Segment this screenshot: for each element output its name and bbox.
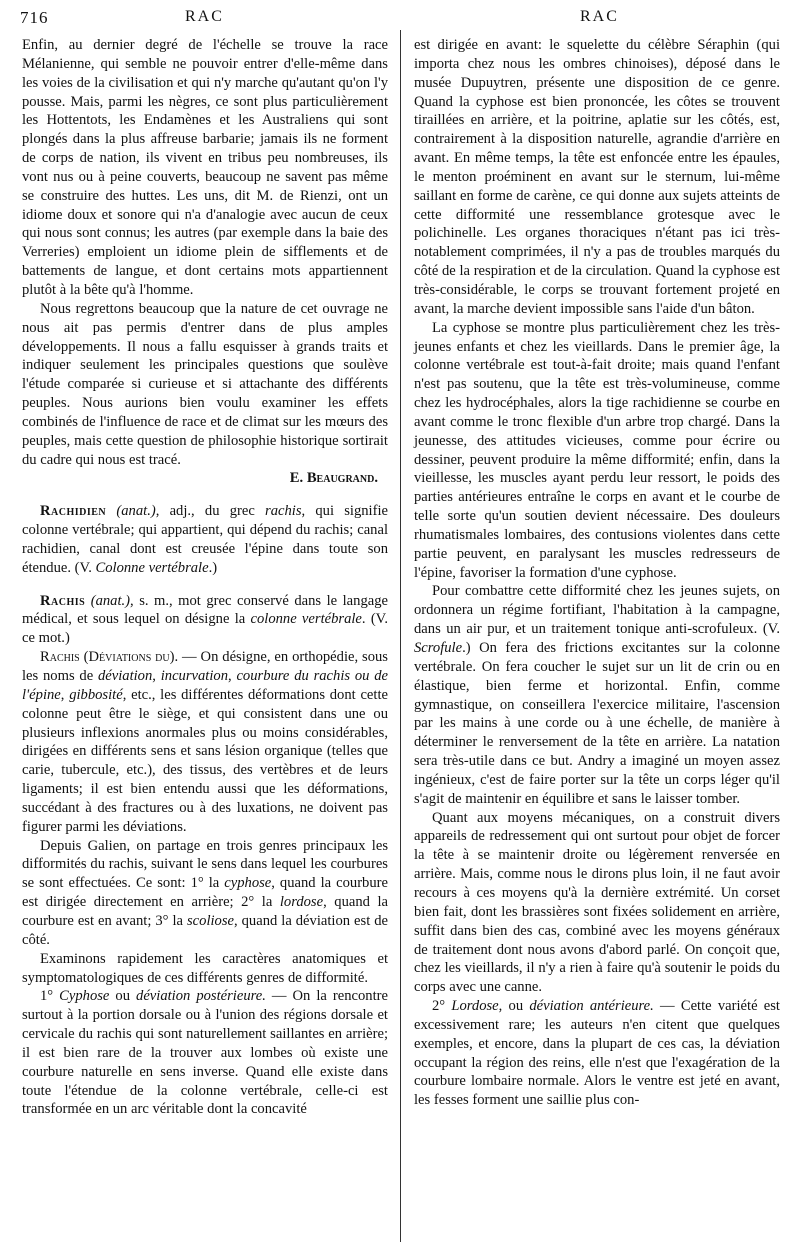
entry-text: .) [208, 559, 218, 576]
headword-rachidien: Rachidien [40, 503, 107, 520]
paragraph-conclusion: Nous regrettons beaucoup que la nature de cet ouvrage ne nous ait pas permis d'entrer dans de plus amples développements. Il nous a fallu esquisser à grands traits et indiquer seulement les principales questions que soulève l'étude comparée si curieuse et si attachante des différents peuples. Nous aurions bien voulu examiner les effets combinés de l'influence de race et de climat sur les mœurs des peuples, mais cette question de philosophie historique sortirait du cadre qui nous est tracé. [22, 300, 388, 468]
section-number: 1° [40, 988, 60, 1005]
term: incurvation [160, 668, 229, 684]
section-title: Cyphose [59, 988, 110, 1005]
author-signature: E. Beaugrand. [289, 470, 378, 487]
section-number: 2° [432, 998, 452, 1015]
section-title: Lordose [451, 998, 499, 1015]
entry-text: , s. m., mot grec conservé dans le langage médical, et sous lequel on désigne la [22, 592, 388, 628]
entry-text: Pour combattre cette difformité chez les jeunes sujets, on ordonnera un régime fortifiant, l'habitation à la campagne, dans un air pur, et un traitement tonique anti-scrofuleux. (V. [414, 583, 780, 638]
entry-text: — Cette variété est excessivement rare; les auteurs n'en citent que quelques exemples, et encore, dans la plupart de ces cas, la déviation occupant la région des reins, elle n'est que l'exagération de la courbure lombaire normale. Alors le ventre est jeté en avant, les fesses forment une saillie plus con- [414, 998, 780, 1109]
entry-text: , adj., du grec [155, 503, 266, 520]
entry-text: — On la rencontre surtout à la portion dorsale ou à l'union des régions dorsale et cervicale du rachis qui sont naturellement saillantes en arrière; il est bien rare de la trouver aux lombes où existe une courbure naturelle en sens inverse. Quand elle existe dans toute l'étendue de la colonne vertébrale, celle-ci est transformée en un arc véritable dont la concavité [22, 988, 388, 1118]
entry-text: , quand la courbure est en avant; 3° la [22, 894, 388, 929]
headword-rachis: Rachis [40, 592, 86, 609]
term: lordose [279, 894, 324, 911]
right-column [414, 36, 780, 1110]
paragraph-race-melanienne: Enfin, au dernier degré de l'échelle se trouve la race Mélanienne, qui semble ne pouvoir entrer d'elle-même dans les voies de la civilisation et qui n'y marche qu'autant qu'on l'y pousse. Mais, parmi les nègres, ce sont plus particulièrement les Hottentots, les Endamènes et les Australiens qui sont plongés dans la plus affreuse barbarie; jamais ils ne forment de corps de nation, ils vivent en tribus peu nombreuses, ils vont nus ou à peine couverts, beaucoup ne savent pas même se construire des huttes. Les uns, dit M. de Rienzi, ont un idiome doux et sonore qui n'a d'analogie avec aucun de ceux qui nous sont connus; les autres (par exemple dans la baie des Verreries) emploient un idiome plein de sifflements et de battements de langue, et dont certains mots appartiennent plutôt à la bête qu'à l'homme. [22, 37, 388, 298]
paragraph-treatment [414, 582, 780, 808]
paragraph-galien [22, 837, 388, 950]
term: scoliose [186, 912, 235, 929]
entry-text: , quand la courbure est dirigée directement en arrière; 2° la [22, 875, 388, 911]
term: déviation [97, 668, 153, 684]
left-column [22, 36, 388, 1119]
subheading-deviations: Rachis (Déviations du). [40, 649, 179, 666]
entry-text: , etc., les différentes déformations dont cette colonne peut être le siège, et qui consistent dans une ou plusieurs inflexions anormales plus ou moins considérables, dirigées en différents sens et sans lésion organique (telles que carie, tubercule, etc.), des tissus, des vertèbres et de leurs ligaments; il est bien entendu aussi que les déformations, succédant à des fractures ou à des luxations, ne doivent pas figurer parmi les déviations. [22, 686, 388, 835]
running-head-right: RAC [580, 8, 619, 25]
paragraph-examinons: Examinons rapidement les caractères anatomiques et symptomatologiques de ces différents genres de difformité. [22, 950, 388, 986]
cross-reference: Scrofule [414, 640, 463, 656]
paragraph-cyphose-continued: est dirigée en avant: le squelette du célèbre Séraphin (qui importa chez nous les ombres chinoises), déposé dans le musée Dupuytren, présente une disposition de ce genre. Quand la cyphose est bien prononcée, les côtes se trouvent tiraillées en arrière, et la poitrine, aplatie sur les côtés, est, contrairement à la disposition naturelle, agrandie d'arrière en avant. En même temps, la tête est enfoncée entre les épaules, le menton proéminent en avant sur le sternum, lui-même saillant en forme de carène, ce qui donne aux sujets atteints de cette difformité une ressemblance grotesque avec le polichinelle. Les organes thoraciques n'étant pas ici très-notablement comprimées, il n'y a pas de troubles marqués du côté de la respiration et de la circulation. Quand la cyphose est très-considérable, le corps se trouvant fortement projeté en avant, la marche devient impossible sans l'aide d'un bâton. [414, 37, 780, 317]
section-lordose [414, 997, 780, 1110]
section-title: déviation antérieure. [529, 998, 654, 1015]
column-divider [400, 30, 401, 1242]
abbr-anat: (anat.) [90, 592, 131, 609]
entry-text: .) On fera des frictions excitantes sur la colonne vertébrale. On fera coucher le sujet sur un lit de crin ou en élastique, bien ferme et horizontal. Enfin, comme gymnastique, on conseillera l'exercice militaire, l'ascension par les mains à une corde ou à une échelle, de manière à déterminer le renversement de la tête en arrière. La natation sera très-utile dans ce but. Andry a imaginé un moyen assez ingénieux, c'est de faire porter sur la tête un corps léger qu'il s'agit de maintenir en équilibre et sans le laisser tomber. [414, 640, 780, 807]
entry-text: . (V. ce mot.) [22, 611, 388, 647]
paragraph-mechanical-means: Quant aux moyens mécaniques, on a construit divers appareils de redressement qui ont surtout pour objet de forcer la tête à se maintenir droite ou légèrement renversée en arrière. Mais, comme nous le dirons plus loin, il ne faut avoir recours à ces moyens qu'à la dernière extrémité. Un corset bien fait, dont les brassières sont fixées solidement en arrière, suffit dans bien des cas, combiné avec les moyens généraux de traitement dont nous avons d'abord parlé. On conçoit que, chez les vieillards, il n'y a rien à faire qu'à soutenir le poids du corps avec une canne. [414, 809, 780, 996]
cross-reference: Colonne vertébrale [95, 559, 209, 576]
paragraph-cyphose-age: La cyphose se montre plus particulièrement chez les très-jeunes enfants et chez les vieillards. Dans le premier âge, la colonne vertébrale est tout-à-fait droite; mais quand l'enfant n'est pas soutenu, que la tête est très-volumineuse, comme chez les hydrocéphales, alors la tige rachidienne se courbe en avant comme le tronc flexible d'un arbre trop chargé. Dans la jeunesse, des attitudes vicieuses, comme pour écrire ou dessiner, peuvent produire la même difformité; enfin, dans la vieillesse, les muscles ayant perdu leur ressort, le poids des parties antérieures entraîne le corps en avant et le courbe de telle sorte qu'un soutien devient nécessaire. Des douleurs rhumatismales lombaires, des contusions violentes dans cette partie peuvent, en paralysant les muscles redresseurs de l'épine, favoriser la formation d'une cyphose. [414, 319, 780, 581]
entry-rachis [22, 592, 388, 649]
section-title: déviation postérieure. [136, 988, 266, 1005]
entry-rachidien [22, 502, 388, 577]
entry-text: ou [109, 988, 137, 1005]
entry-text: , qui signifie colonne vertébrale; qui appartient, qui dépend du rachis; canal rachidien, canal dont est creusée l'épine dans toute son étendue. (V. [22, 503, 388, 576]
entry-text: Depuis Galien, on partage en trois genres principaux les difformités du rachis, suivant le sens dans lequel les courbures se sont effectuées. Ce sont: 1° la [22, 837, 388, 892]
term: gibbosité [69, 686, 123, 703]
term: courbure du rachis ou de l'épine [22, 668, 389, 703]
entry-text: , ou [498, 998, 530, 1015]
entry-text: , quand la déviation est de côté. [22, 912, 388, 948]
entry-rachis-deviations: Rachis (Déviations du). — On désigne, en orthopédie, sous les noms de déviation, incurvation, courbure du rachis ou de l'épine, gibbosité, etc., les différentes déformations dont cette colonne peut être le siège, et qui consistent dans une ou plusieurs inflexions anormales plus ou moins considérables, dirigées en différents sens et sans lésion organique (telles que carie, tubercule, etc.), des tissus, des vertèbres et de leurs ligaments; il est bien entendu aussi que les déformations, succédant à des fractures ou à des luxations, ne doivent pas figurer parmi les déviations. [22, 649, 389, 835]
term-rachis: rachis [265, 503, 302, 520]
term: cyphose [224, 875, 272, 892]
running-head-left: RAC [185, 8, 224, 25]
cross-reference: colonne vertébrale [250, 611, 362, 628]
page-number: 716 [20, 8, 49, 27]
section-cyphose [22, 987, 388, 1119]
abbr-anat: (anat.) [116, 503, 156, 520]
entry-text: — On désigne, en orthopédie, sous les noms de [22, 649, 388, 684]
